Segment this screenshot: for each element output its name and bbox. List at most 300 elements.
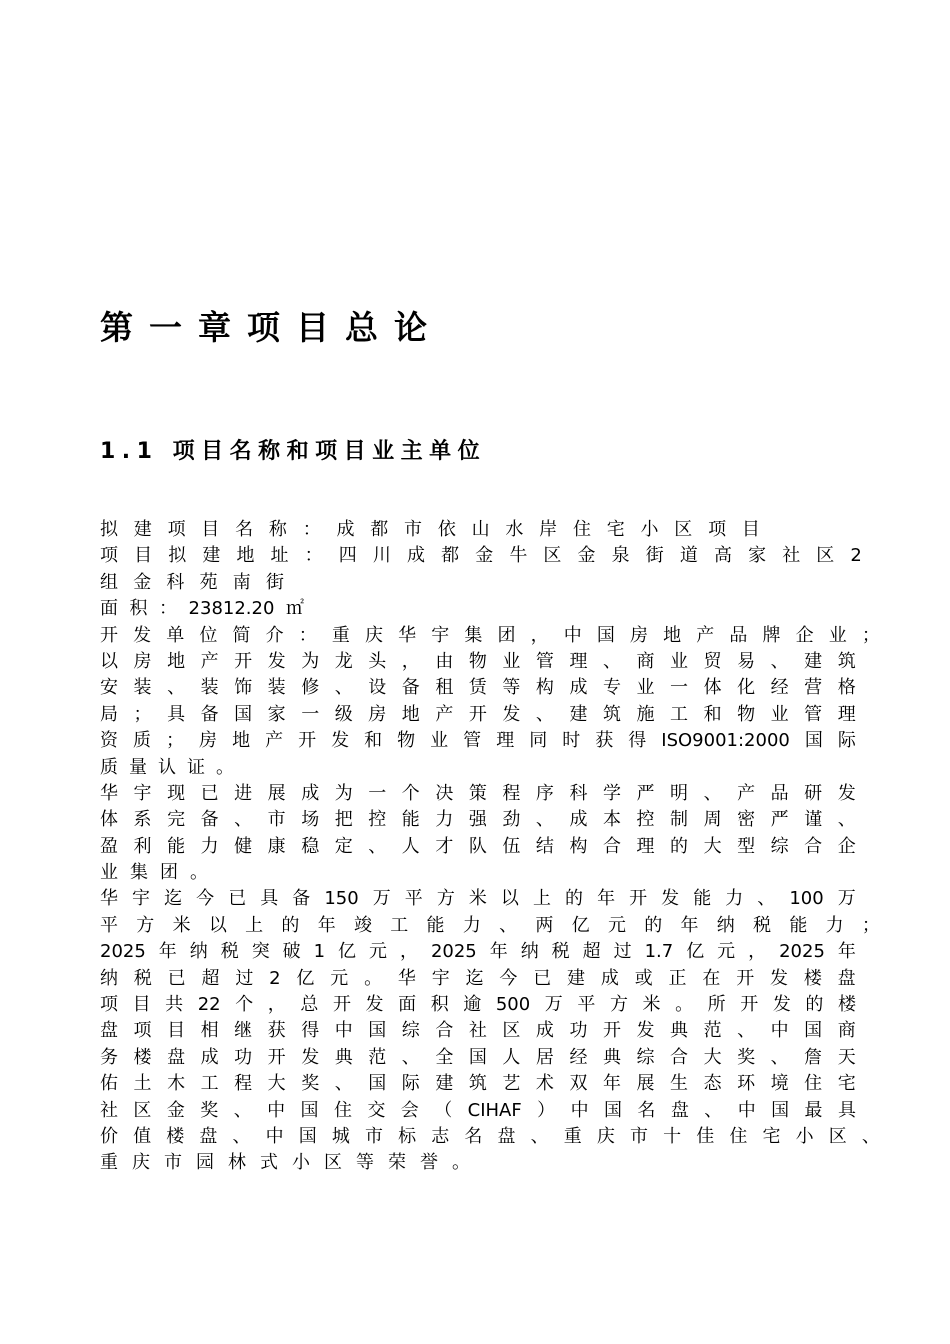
- text-token: 业: [430, 730, 449, 752]
- text-token: 、: [737, 1020, 756, 1042]
- text-token: 今: [499, 967, 518, 989]
- text-token: 万: [372, 888, 391, 910]
- body-line: [100, 702, 856, 728]
- text-token: 装: [133, 677, 152, 699]
- text-token: 经: [569, 1046, 588, 1068]
- text-token: 集: [464, 624, 483, 646]
- text-token: 、: [861, 1125, 880, 1147]
- text-token: 已: [200, 782, 219, 804]
- text-token: 华: [397, 967, 416, 989]
- text-token: 地: [236, 545, 255, 567]
- text-token: 业: [502, 650, 521, 672]
- text-token: 值: [133, 1125, 152, 1147]
- text-token: 简: [232, 624, 251, 646]
- text-token: 项: [167, 519, 186, 540]
- text-token: 国: [804, 1020, 823, 1042]
- text-token: 具: [260, 888, 279, 910]
- text-token: 产: [435, 703, 454, 725]
- text-token: 奖: [737, 1046, 756, 1068]
- text-token: 中: [267, 1099, 286, 1121]
- text-token: 体: [703, 677, 722, 699]
- text-token: 发: [267, 650, 286, 672]
- text-token: 具: [837, 1099, 856, 1121]
- text-token: 谨: [804, 809, 823, 831]
- body-line: [100, 834, 856, 860]
- text-token: 国: [368, 1020, 387, 1042]
- text-token: 建: [804, 650, 823, 672]
- text-token: 水: [505, 519, 524, 540]
- text-token: 功: [569, 1020, 588, 1042]
- text-token: 名: [637, 1099, 656, 1121]
- body-line: [100, 675, 856, 701]
- text-token: 由: [435, 650, 454, 672]
- text-token: 一: [368, 782, 387, 804]
- text-token: ：: [302, 519, 321, 540]
- text-token: 得: [628, 730, 647, 752]
- text-token: 庆: [596, 1125, 615, 1147]
- text-token: 具: [167, 703, 186, 725]
- text-token: 积: [129, 598, 148, 620]
- text-token: 、: [499, 914, 518, 936]
- text-token: 破: [282, 941, 301, 963]
- text-token: 500: [495, 994, 531, 1016]
- text-token: ：: [304, 545, 323, 567]
- text-token: 会: [400, 1099, 419, 1121]
- text-token: 开: [736, 967, 755, 989]
- text-token: 项: [100, 994, 118, 1016]
- text-token: 企: [795, 624, 814, 646]
- text-token: 稳: [301, 835, 320, 857]
- text-token: 都: [441, 545, 460, 567]
- text-token: 商: [636, 650, 655, 672]
- text-token: ，: [530, 624, 549, 646]
- text-token: 全: [435, 1046, 454, 1068]
- text-token: 序: [535, 782, 554, 804]
- text-token: 质: [100, 756, 118, 778]
- text-token: 楼: [837, 994, 856, 1016]
- text-token: 品: [770, 782, 789, 804]
- text-token: 综: [770, 835, 789, 857]
- text-token: 面: [100, 598, 118, 620]
- text-token: 方: [436, 888, 455, 910]
- text-token: 发: [133, 624, 152, 646]
- chapter-title: 第一章项目总论: [100, 308, 443, 347]
- text-token: 定: [334, 835, 353, 857]
- text-token: 拟: [100, 519, 118, 540]
- text-token: 项: [708, 519, 727, 540]
- text-token: 小: [795, 1125, 814, 1147]
- text-token: 。: [190, 862, 208, 884]
- text-token: 土: [133, 1073, 152, 1095]
- text-token: 金: [166, 1099, 185, 1121]
- text-token: 、: [535, 809, 554, 831]
- text-token: 品: [729, 624, 748, 646]
- text-token: 区: [502, 1020, 521, 1042]
- text-token: 开: [298, 730, 317, 752]
- text-token: 2025: [430, 941, 477, 963]
- body-line: [100, 1045, 856, 1071]
- text-token: 逾: [463, 994, 482, 1016]
- text-token: 典: [670, 1020, 689, 1042]
- text-token: 以: [500, 888, 519, 910]
- text-token: ；: [861, 624, 880, 646]
- text-token: 楼: [803, 967, 822, 989]
- text-token: 经: [770, 677, 789, 699]
- text-token: 艺: [502, 1073, 521, 1095]
- text-token: 。: [364, 967, 383, 989]
- text-token: 地: [167, 650, 186, 672]
- text-token: 四: [338, 545, 357, 567]
- body-line: [100, 596, 304, 622]
- text-token: 成: [200, 1046, 219, 1068]
- text-token: 目: [132, 994, 151, 1016]
- text-token: 的: [565, 888, 584, 910]
- text-token: 已: [533, 967, 552, 989]
- text-token: 住: [804, 1073, 823, 1095]
- text-token: 本: [602, 809, 621, 831]
- text-token: ISO9001:2000: [661, 730, 790, 752]
- text-token: 严: [770, 809, 789, 831]
- text-token: 格: [837, 677, 856, 699]
- text-token: 依: [437, 519, 456, 540]
- text-token: 庆: [365, 624, 383, 646]
- text-token: 开: [629, 888, 648, 910]
- text-token: 等: [356, 1152, 374, 1174]
- text-token: 发: [331, 730, 350, 752]
- text-token: 量: [129, 756, 147, 778]
- text-token: 完: [167, 809, 186, 831]
- text-token: 市: [630, 1125, 648, 1147]
- text-token: 盘: [837, 967, 856, 989]
- text-token: 业: [100, 862, 118, 884]
- text-token: 龙: [334, 650, 353, 672]
- text-token: 进: [234, 782, 253, 804]
- text-token: 境: [770, 1073, 789, 1095]
- text-token: 上: [532, 888, 551, 910]
- text-token: 和: [364, 730, 383, 752]
- text-token: 介: [265, 624, 284, 646]
- text-token: 科: [166, 571, 185, 593]
- text-token: 宇: [133, 782, 152, 804]
- text-token: 国: [234, 703, 253, 725]
- text-token: 或: [634, 967, 653, 989]
- text-token: 研: [804, 782, 823, 804]
- text-token: 的: [805, 994, 824, 1016]
- text-token: 把: [334, 809, 353, 831]
- text-token: 1: [313, 941, 326, 963]
- text-token: 住: [572, 519, 591, 540]
- text-token: 地: [663, 624, 682, 646]
- text-token: 年: [602, 1073, 621, 1095]
- text-token: 华: [398, 624, 417, 646]
- text-token: 型: [737, 835, 756, 857]
- text-token: 所: [707, 994, 726, 1016]
- text-token: 个: [235, 994, 254, 1016]
- text-token: 时: [562, 730, 581, 752]
- text-token: 税: [551, 941, 570, 963]
- text-token: 工: [670, 703, 689, 725]
- text-token: 区: [674, 519, 693, 540]
- text-token: 家: [267, 703, 286, 725]
- text-token: 为: [301, 650, 320, 672]
- text-token: 价: [100, 1125, 118, 1147]
- text-token: 建: [567, 967, 586, 989]
- text-token: 场: [301, 809, 320, 831]
- text-token: 产: [737, 782, 756, 804]
- text-token: 、: [602, 650, 621, 672]
- text-token: 综: [636, 1046, 655, 1068]
- text-token: 体: [100, 809, 118, 831]
- text-token: 双: [569, 1073, 588, 1095]
- text-token: 税: [753, 914, 772, 936]
- text-token: 宇: [132, 888, 151, 910]
- text-token: 系: [133, 809, 152, 831]
- text-token: 万: [837, 888, 856, 910]
- body-line: [100, 623, 880, 649]
- text-token: 、: [770, 1046, 789, 1068]
- text-token: 发: [502, 703, 521, 725]
- text-token: 今: [196, 888, 215, 910]
- text-token: 1.7: [644, 941, 674, 963]
- text-token: 奖: [301, 1073, 320, 1095]
- text-token: 共: [165, 994, 184, 1016]
- text-token: 发: [661, 888, 680, 910]
- text-token: 开: [602, 1020, 621, 1042]
- body-line: [100, 1150, 470, 1176]
- text-token: 工: [390, 914, 409, 936]
- text-token: 、: [233, 1099, 252, 1121]
- text-token: 获: [595, 730, 614, 752]
- text-token: 亿: [686, 941, 705, 963]
- text-token: 区: [828, 1125, 847, 1147]
- text-token: 社: [100, 1099, 118, 1121]
- text-token: 大: [703, 1046, 722, 1068]
- text-token: 宅: [606, 519, 625, 540]
- text-token: 成: [406, 545, 425, 567]
- text-token: 头: [368, 650, 387, 672]
- text-token: 方: [136, 914, 155, 936]
- text-token: 国: [468, 1046, 487, 1068]
- text-token: 开: [267, 1046, 286, 1068]
- text-token: 劲: [502, 809, 521, 831]
- text-token: 社: [782, 545, 801, 567]
- text-token: 米: [468, 888, 487, 910]
- text-token: 川: [372, 545, 391, 567]
- text-token: 重: [563, 1125, 582, 1147]
- text-token: 备: [200, 703, 219, 725]
- text-token: 决: [435, 782, 454, 804]
- text-token: 团: [160, 862, 178, 884]
- text-token: 2: [850, 545, 862, 567]
- text-token: CIHAF: [467, 1099, 522, 1121]
- text-token: 居: [535, 1046, 554, 1068]
- text-token: 志: [431, 1125, 450, 1147]
- text-token: 项: [133, 1020, 152, 1042]
- text-token: 100: [789, 888, 824, 910]
- text-token: 明: [670, 782, 689, 804]
- text-token: 以: [100, 650, 118, 672]
- text-token: 区: [133, 1099, 152, 1121]
- text-token: 中: [770, 1020, 789, 1042]
- text-token: 程: [502, 782, 521, 804]
- text-token: 盘: [497, 1125, 516, 1147]
- text-token: 已: [167, 967, 186, 989]
- body-line: [100, 1071, 856, 1097]
- text-token: 理: [837, 703, 856, 725]
- text-token: 房: [368, 703, 387, 725]
- text-token: 管: [804, 703, 823, 725]
- text-token: 亿: [571, 914, 590, 936]
- text-token: ；: [133, 703, 152, 725]
- text-token: 金: [577, 545, 596, 567]
- text-token: 策: [468, 782, 487, 804]
- text-token: 大: [267, 1073, 286, 1095]
- text-token: 力: [462, 914, 481, 936]
- text-token: 范: [368, 1046, 387, 1068]
- text-token: 中: [334, 1020, 353, 1042]
- text-token: 获: [267, 1020, 286, 1042]
- text-token: 盈: [100, 835, 118, 857]
- text-token: 发: [365, 994, 384, 1016]
- text-token: 合: [602, 835, 621, 857]
- body-line: [100, 728, 856, 754]
- text-token: 年: [317, 914, 336, 936]
- text-token: 苑: [199, 571, 218, 593]
- text-token: 开: [740, 994, 759, 1016]
- text-token: 名: [464, 1125, 483, 1147]
- text-token: 理: [569, 650, 588, 672]
- text-token: 贸: [703, 650, 722, 672]
- text-token: 工: [200, 1073, 219, 1095]
- text-token: 能: [401, 809, 420, 831]
- text-token: 重: [331, 624, 350, 646]
- text-token: 迄: [164, 888, 183, 910]
- body-line: [100, 807, 856, 833]
- text-token: 的: [281, 914, 300, 936]
- text-token: 易: [737, 650, 756, 672]
- text-token: 小: [640, 519, 659, 540]
- text-token: 泉: [611, 545, 630, 567]
- text-token: 两: [535, 914, 554, 936]
- text-token: 纳: [189, 941, 208, 963]
- text-token: 区: [816, 545, 835, 567]
- text-token: 街: [645, 545, 664, 567]
- text-token: 盘: [100, 1020, 118, 1042]
- text-token: 突: [251, 941, 270, 963]
- text-token: 元: [369, 941, 388, 963]
- text-token: 积: [430, 994, 449, 1016]
- body-line: [100, 1018, 856, 1044]
- text-token: 生: [670, 1073, 689, 1095]
- text-token: 中: [570, 1099, 589, 1121]
- text-token: 建: [133, 519, 152, 540]
- text-token: 詹: [804, 1046, 823, 1068]
- text-token: 年: [489, 941, 508, 963]
- text-token: 租: [435, 677, 454, 699]
- text-token: 。: [452, 1152, 470, 1174]
- body-line: [100, 517, 760, 543]
- text-token: 能: [789, 914, 808, 936]
- text-token: 物: [397, 730, 416, 752]
- text-token: 岸: [539, 519, 558, 540]
- body-line: [100, 1098, 856, 1124]
- text-token: 纳: [716, 914, 735, 936]
- text-token: 资: [100, 730, 118, 752]
- text-token: 典: [602, 1046, 621, 1068]
- text-token: 施: [636, 703, 655, 725]
- text-token: 业: [828, 624, 847, 646]
- text-token: 、: [232, 1125, 251, 1147]
- text-token: 质: [133, 730, 152, 752]
- text-token: 庆: [132, 1152, 150, 1174]
- text-token: ：: [159, 598, 178, 620]
- text-token: 业: [636, 677, 655, 699]
- text-token: 人: [502, 1046, 521, 1068]
- text-token: 22: [197, 994, 221, 1016]
- text-token: 木: [167, 1073, 186, 1095]
- text-token: 面: [398, 994, 417, 1016]
- text-token: 以: [208, 914, 227, 936]
- text-token: 业: [670, 650, 689, 672]
- text-token: 2025: [779, 941, 825, 963]
- text-token: 竣: [353, 914, 372, 936]
- text-token: 奖: [200, 1099, 219, 1121]
- body-line: [100, 543, 862, 569]
- text-token: 中: [265, 1125, 284, 1147]
- text-token: 理: [496, 730, 515, 752]
- text-token: 目: [741, 519, 760, 540]
- text-token: 宇: [431, 967, 450, 989]
- text-token: 和: [703, 703, 722, 725]
- body-line: [100, 570, 284, 596]
- text-token: 合: [670, 1046, 689, 1068]
- text-token: 理: [636, 835, 655, 857]
- text-token: 盘: [167, 1046, 186, 1068]
- text-token: 产: [265, 730, 284, 752]
- text-token: 十: [663, 1125, 682, 1147]
- text-token: 已: [228, 888, 247, 910]
- text-token: 控: [368, 809, 387, 831]
- text-token: 市: [365, 1125, 383, 1147]
- text-token: 宇: [431, 624, 450, 646]
- text-token: 盘: [670, 1099, 689, 1121]
- text-token: 能: [167, 835, 186, 857]
- text-token: 力: [725, 888, 744, 910]
- text-token: 、: [770, 650, 789, 672]
- text-token: 、: [334, 1073, 353, 1095]
- text-token: 高: [713, 545, 732, 567]
- text-token: 国: [604, 1099, 622, 1121]
- text-token: 超: [582, 941, 601, 963]
- text-token: 中: [563, 624, 582, 646]
- text-token: 址: [270, 545, 289, 567]
- text-token: 国: [804, 730, 823, 752]
- text-token: 环: [737, 1073, 756, 1095]
- body-line: [100, 886, 856, 912]
- text-token: 控: [636, 809, 655, 831]
- text-token: 中: [737, 1099, 756, 1121]
- text-token: 宅: [837, 1073, 856, 1095]
- text-token: 力: [825, 914, 844, 936]
- body-line: [100, 860, 208, 886]
- text-token: 市: [267, 809, 286, 831]
- text-token: ：: [298, 624, 317, 646]
- text-token: 华: [100, 782, 118, 804]
- body-line: [100, 939, 856, 965]
- text-token: 大: [703, 835, 722, 857]
- section-title: 1.1 项目名称和项目业主单位: [100, 439, 487, 464]
- text-token: 楼: [133, 1046, 152, 1068]
